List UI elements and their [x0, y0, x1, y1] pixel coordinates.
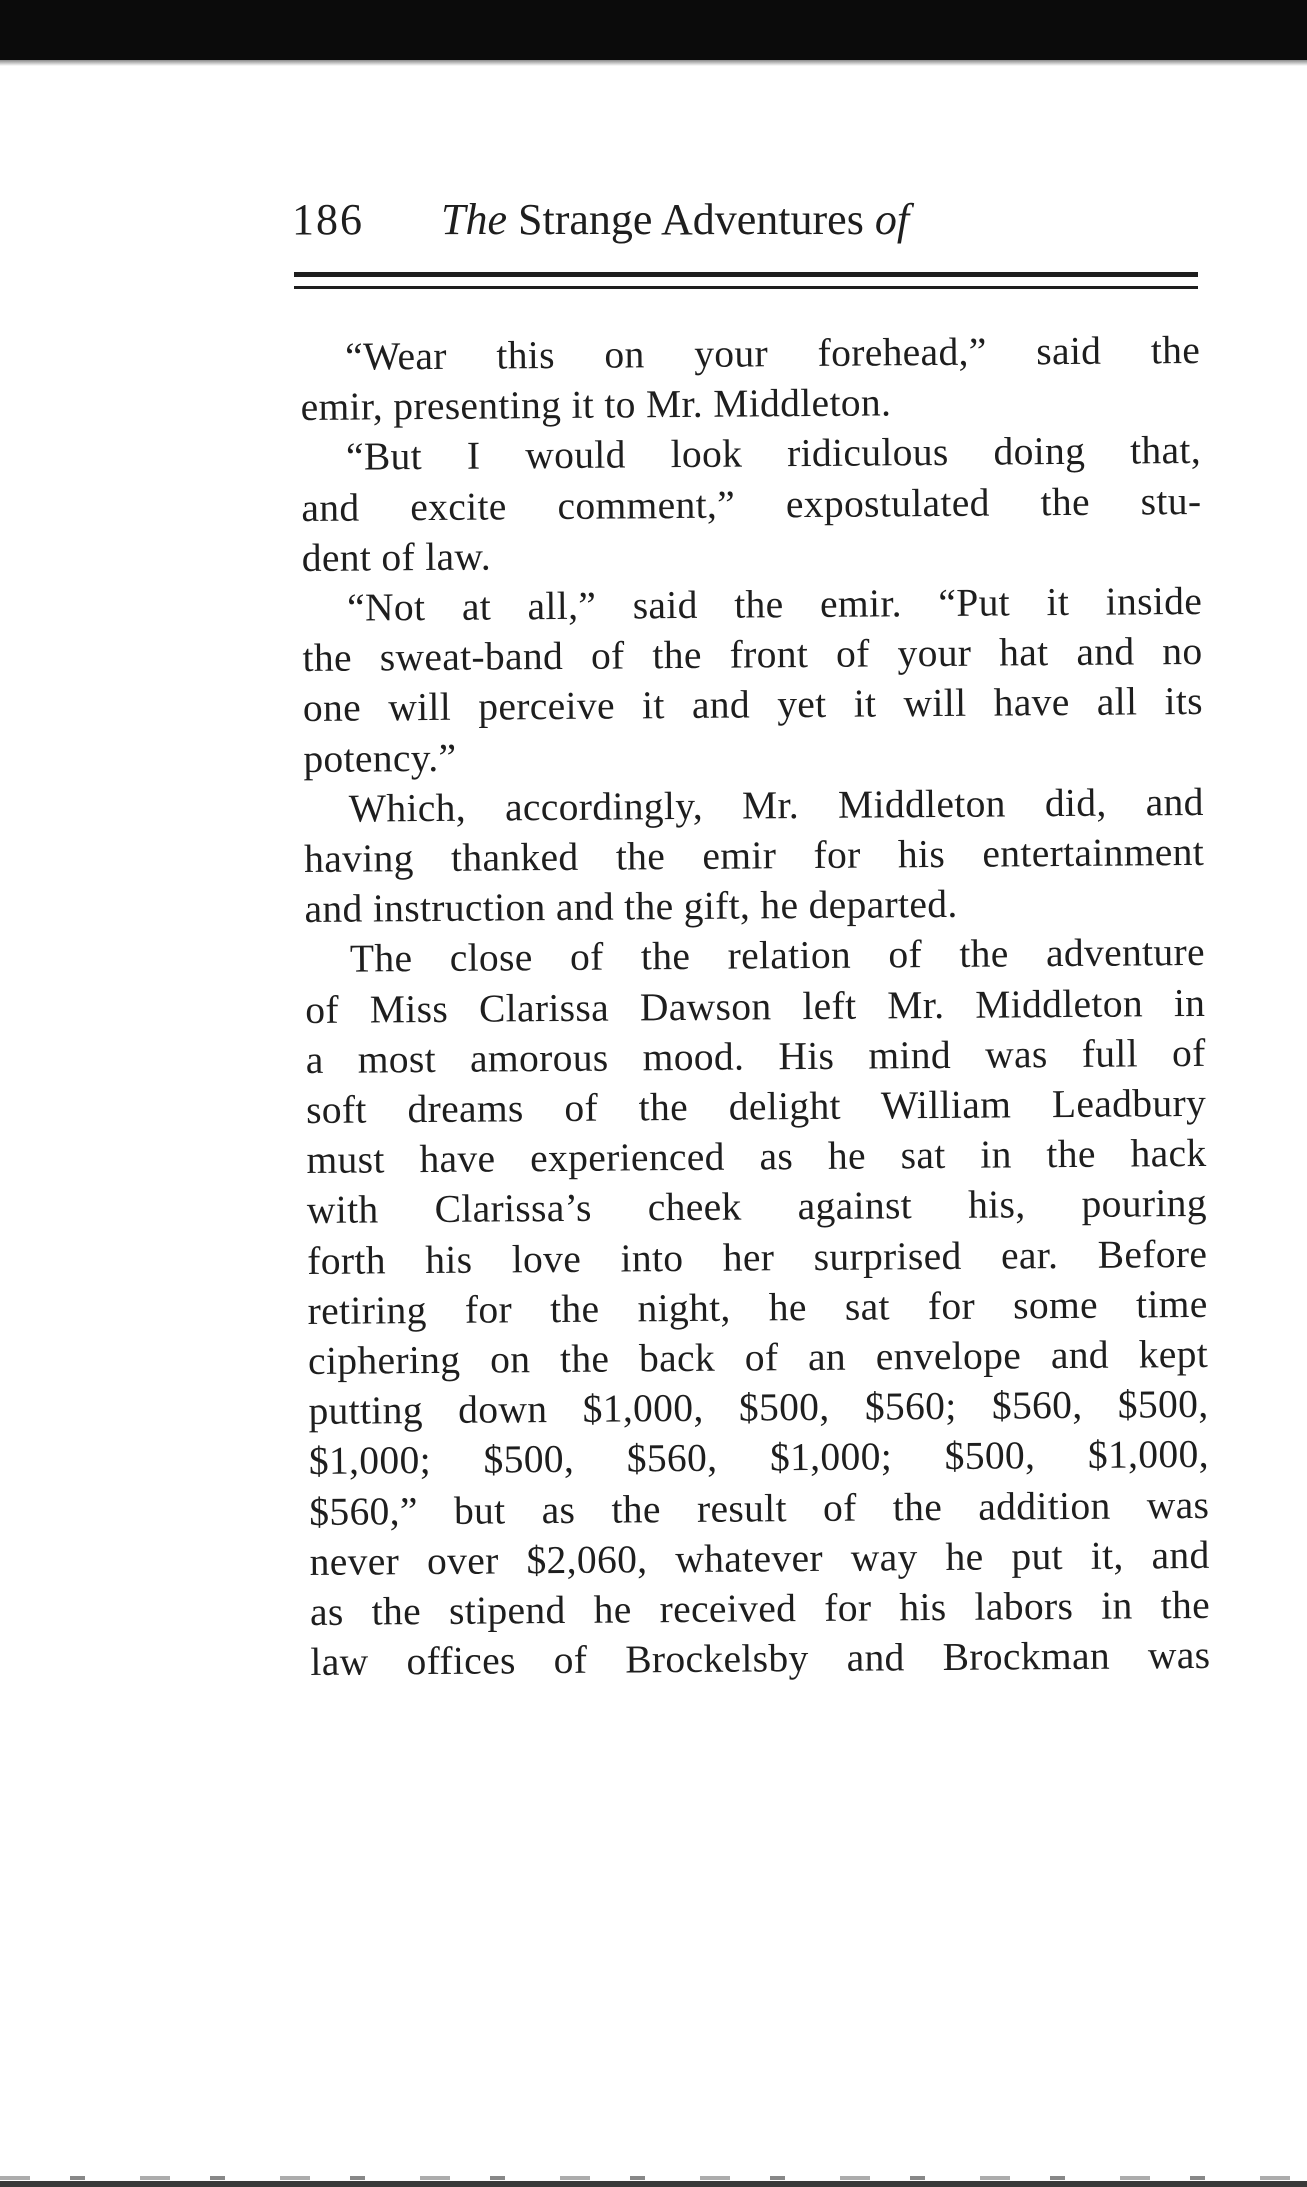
header-rule-thick — [294, 272, 1198, 277]
scan-bottom-noise — [0, 2176, 1307, 2180]
paragraph-3 — [302, 576, 1204, 784]
text-line: dent of law. — [301, 534, 492, 580]
header-rule-thin — [294, 286, 1198, 289]
text-line: putting down $1,000, $500, $560; $560, $500, — [308, 1382, 1209, 1434]
text-line: Which, accordingly, Mr. Middleton did, and — [348, 779, 1204, 831]
text-line: of Miss Clarissa Dawson left Mr. Middleton in — [305, 980, 1206, 1032]
text-line: potency.” — [303, 735, 457, 781]
scan-top-shadow — [0, 60, 1307, 66]
text-line: the sweat-band of the front of your hat and no — [302, 629, 1203, 681]
text-line: never over $2,060, whatever way he put it, and — [309, 1532, 1210, 1584]
text-line: a most amorous mood. His mind was full of — [305, 1030, 1206, 1082]
text-line: The close of the relation of the adventure — [349, 930, 1206, 982]
page-number: 186 — [292, 195, 364, 244]
scan-top-border — [0, 0, 1307, 60]
text-line: emir, presenting it to Mr. Middleton. — [300, 380, 892, 430]
text-line: as the stipend he received for his labors in the — [309, 1582, 1211, 1635]
running-head — [292, 185, 1192, 255]
paragraph-4 — [304, 777, 1205, 935]
running-head-of: of — [874, 195, 910, 244]
scan-bottom-border — [0, 2181, 1307, 2187]
text-line: with Clarissa’s cheek against his, pouring — [306, 1181, 1208, 1233]
running-head-title: Strange Adventures — [518, 195, 864, 244]
paragraph-1 — [300, 325, 1201, 432]
text-line: law offices of Brockelsby and Brockman was — [310, 1633, 1211, 1685]
text-line: soft dreams of the delight William Leadbury — [305, 1080, 1207, 1133]
text-line: must have experienced as he sat in the hack — [306, 1131, 1207, 1183]
text-line: “Wear this on your forehead,” said the — [345, 327, 1201, 379]
text-line: $560,” but as the result of the addition was — [309, 1482, 1210, 1534]
text-line: and excite comment,” expostulated the stu- — [301, 478, 1202, 530]
text-line: $1,000; $500, $560, $1,000; $500, $1,000, — [308, 1432, 1210, 1484]
paragraph-2 — [301, 425, 1202, 583]
text-line: and instruction and the gift, he departed. — [304, 882, 958, 932]
page-body — [300, 325, 1211, 1688]
text-line: retiring for the night, he sat for some time — [307, 1281, 1208, 1333]
text-line: having thanked the emir for his entertainment — [303, 829, 1205, 882]
text-line: “But I would look ridiculous doing that, — [345, 428, 1202, 480]
running-head-the: The — [441, 195, 507, 244]
text-line: forth his love into her surprised ear. Before — [307, 1231, 1208, 1283]
text-line: one will perceive it and yet it will have all its — [302, 679, 1204, 731]
text-line: ciphering on the back of an envelope and kept — [307, 1331, 1209, 1384]
text-line: “Not at all,” said the emir. “Put it inside — [346, 578, 1203, 630]
paragraph-5 — [305, 927, 1211, 1687]
